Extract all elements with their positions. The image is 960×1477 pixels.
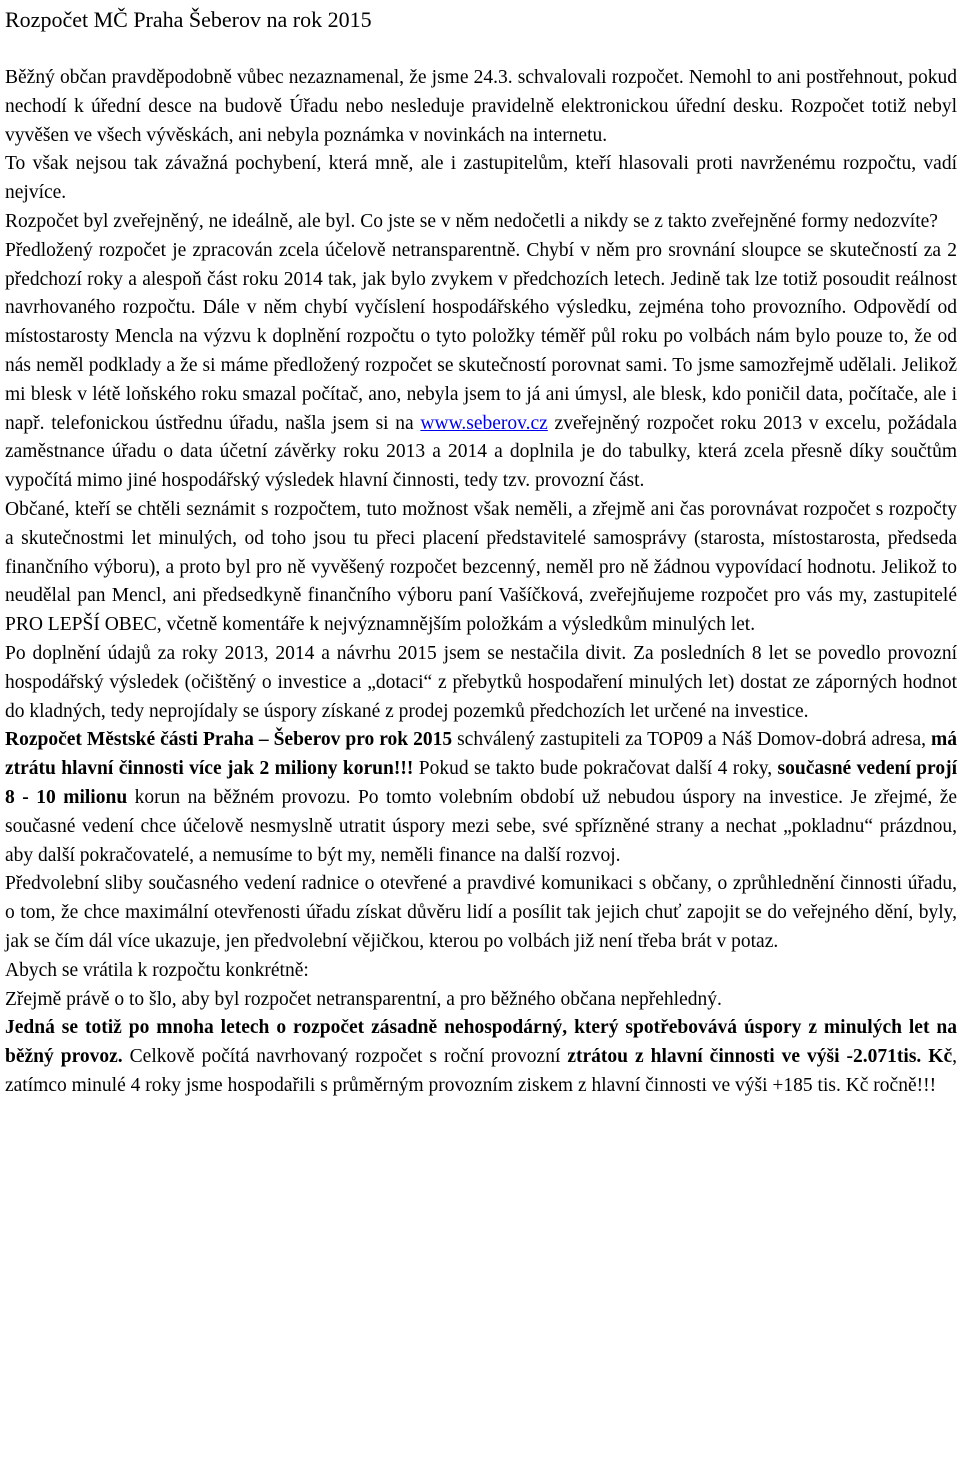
bold-text: současné vedení projí 8 - 10 milionu xyxy=(5,758,957,808)
paragraph-purpose: Zřejmě právě o to šlo, aby byl rozpočet netransparentní, a pro běžného občana nepřehledný. xyxy=(5,988,722,1010)
paragraph-text: schválený zastupiteli za TOP09 a Náš Domov-dobrá adresa, xyxy=(452,729,931,751)
paragraph-uneconomical xyxy=(5,1014,957,1100)
bold-text: Jedná se totiž po mnoha letech o rozpočet zásadně nehospodárný, který spotřebovává úspory z minulých let na běžný provoz. xyxy=(5,1017,957,1068)
paragraph-published: Rozpočet byl zveřejněný, ne ideálně, ale byl. Co jste se v něm nedočetli a nikdy se z takto zveřejněné formy nedozvíte? xyxy=(5,210,938,232)
paragraph-budget-loss xyxy=(5,726,957,870)
paragraph-errors: To však nejsou tak závažná pochybení, která mně, ale i zastupitelům, kteří hlasovali proti navrženému rozpočtu, vadí nejvíce. xyxy=(5,153,957,204)
paragraph-text: korun na běžném provozu. Po tomto volebním období už nebudou úspory na investice. Je zřejmé, že současné vedení chce účelově nesmyslně utratit úspory mezi sebe, své spřízněné strany a nechat „pokladnu“ prázdnou, aby další pokračovatelé, a nemusíme to být my, neměli finance na další rozvoj. xyxy=(5,786,957,866)
paragraph-text: zveřejněný rozpočet roku 2013 v excelu, požádala zaměstnance úřadu o data účetní závěrky roku 2013 a 2014 a doplnila je do tabulky, která zcela přesně díky součtům vypočítá mimo jiné hospodářský výsledek hlavní činnosti, tedy tzv. provozní část. xyxy=(5,412,957,492)
paragraph-text: Předložený rozpočet je zpracován zcela účelově netransparentně. Chybí v něm pro srovnání sloupce se skutečností za 2 předchozí roky a alespoň část roku 2014 tak, jak bylo zvykem v předchozích letech. Jedině tak lze totiž posoudit reálnost navrhovaného rozpočtu. Dále v něm chybí vyčíslení hospodářského výsledku, zejména toho provozního. Odpovědí od místostarosty Mencla na výzvu k doplnění rozpočtu o tyto položky téměř půl roku po volbách nám bylo pouze to, že od nás neměl podklady a že si máme předložený rozpočet se skutečností porovnat sami. To jsme samozřejmě udělali. Jelikož mi blesk v létě loňského roku smazal počítač, ano, nebyla jsem to já ani úmysl, ale blesk, kdo poničil data, počítače, ale i např. telefonickou ústřednu úřadu, našla jsem si na xyxy=(5,239,957,434)
document-body xyxy=(5,64,957,1101)
paragraph-results: Po doplnění údajů za roky 2013, 2014 a návrhu 2015 jsem se nestačila divit. Za posledních 8 let se povedlo provozní hospodářský výsledek (očištěný o investice a „dotaci“ z přebytků hospodaření minulých let) dostat ze záporných hodnot do kladných, tedy neprojídaly se úspory získané z prodej pozemků předchozích let určené na investice. xyxy=(5,642,957,722)
paragraph-intro: Běžný občan pravděpodobně vůbec nezaznamenal, že jsme 24.3. schvalovali rozpočet. Nemohl to ani postřehnout, pokud nechodí k úřední desce na budově Úřadu nebo nesleduje pravidelně elektronickou úřední desku. Rozpočet totiž nebyl vyvěšen ve všech vývěskách, ani nebyla poznámka v novinkách na internetu. xyxy=(5,67,957,146)
document-title: Rozpočet MČ Praha Šeberov na rok 2015 xyxy=(5,7,372,32)
paragraph-text: Pokud se takto bude pokračovat další 4 roky, xyxy=(413,758,778,780)
paragraph-back-to-budget: Abych se vrátila k rozpočtu konkrétně: xyxy=(5,959,309,981)
bold-text: ztrátou z hlavní činnosti ve výši -2.071tis. Kč xyxy=(567,1046,953,1068)
seberov-link[interactable]: www.seberov.cz xyxy=(420,412,548,434)
paragraph-text: , zatímco minulé 4 roky jsme hospodařili s průměrným provozním ziskem z hlavní činnosti ve výši +185 tis. Kč ročně!!! xyxy=(5,1046,957,1096)
paragraph-text: Celkově počítá navrhovaný rozpočet s roční provozní xyxy=(122,1046,568,1068)
paragraph-citizens: Občané, kteří se chtěli seznámit s rozpočtem, tuto možnost však neměli, a zřejmě ani čas porovnávat rozpočet s rozpočty a skutečnostmi let minulých, od toho jsou tu přeci placení představitelé samosprávy (starosta, místostarosta, předseda finančního výboru), a proto byl pro ně vyvěšený rozpočet bezcenný, neměl pro ně žádnou vypovídací hodnotu. Jelikož to neudělal pan Mencl, ani předsedkyně finančního výboru paní Vašíčková, zveřejňujeme rozpočet pro vás my, zastupitelé PRO LEPŠÍ OBEC, včetně komentáře k nejvýznamnějším položkám a výsledkům minulých let. xyxy=(5,498,957,636)
bold-text: má ztrátu hlavní činnosti více jak 2 miliony korun!!! xyxy=(5,729,957,780)
document-page xyxy=(5,0,957,1101)
paragraph-promises: Předvolební sliby současného vedení radnice o otevřené a pravdivé komunikaci s občany, o zprůhlednění činnosti úřadu, o tom, že chce maximální otevřenosti úřadu získat důvěru lidí a posílit tak jejich chuť zapojit se do veřejného dění, byly, jak se čím dál více ukazuje, jen předvolební vějičkou, kterou po volbách již není třeba brát v potaz. xyxy=(5,873,957,952)
paragraph-nontransparent xyxy=(5,237,957,496)
bold-text: Rozpočet Městské části Praha – Šeberov pro rok 2015 xyxy=(5,729,453,751)
